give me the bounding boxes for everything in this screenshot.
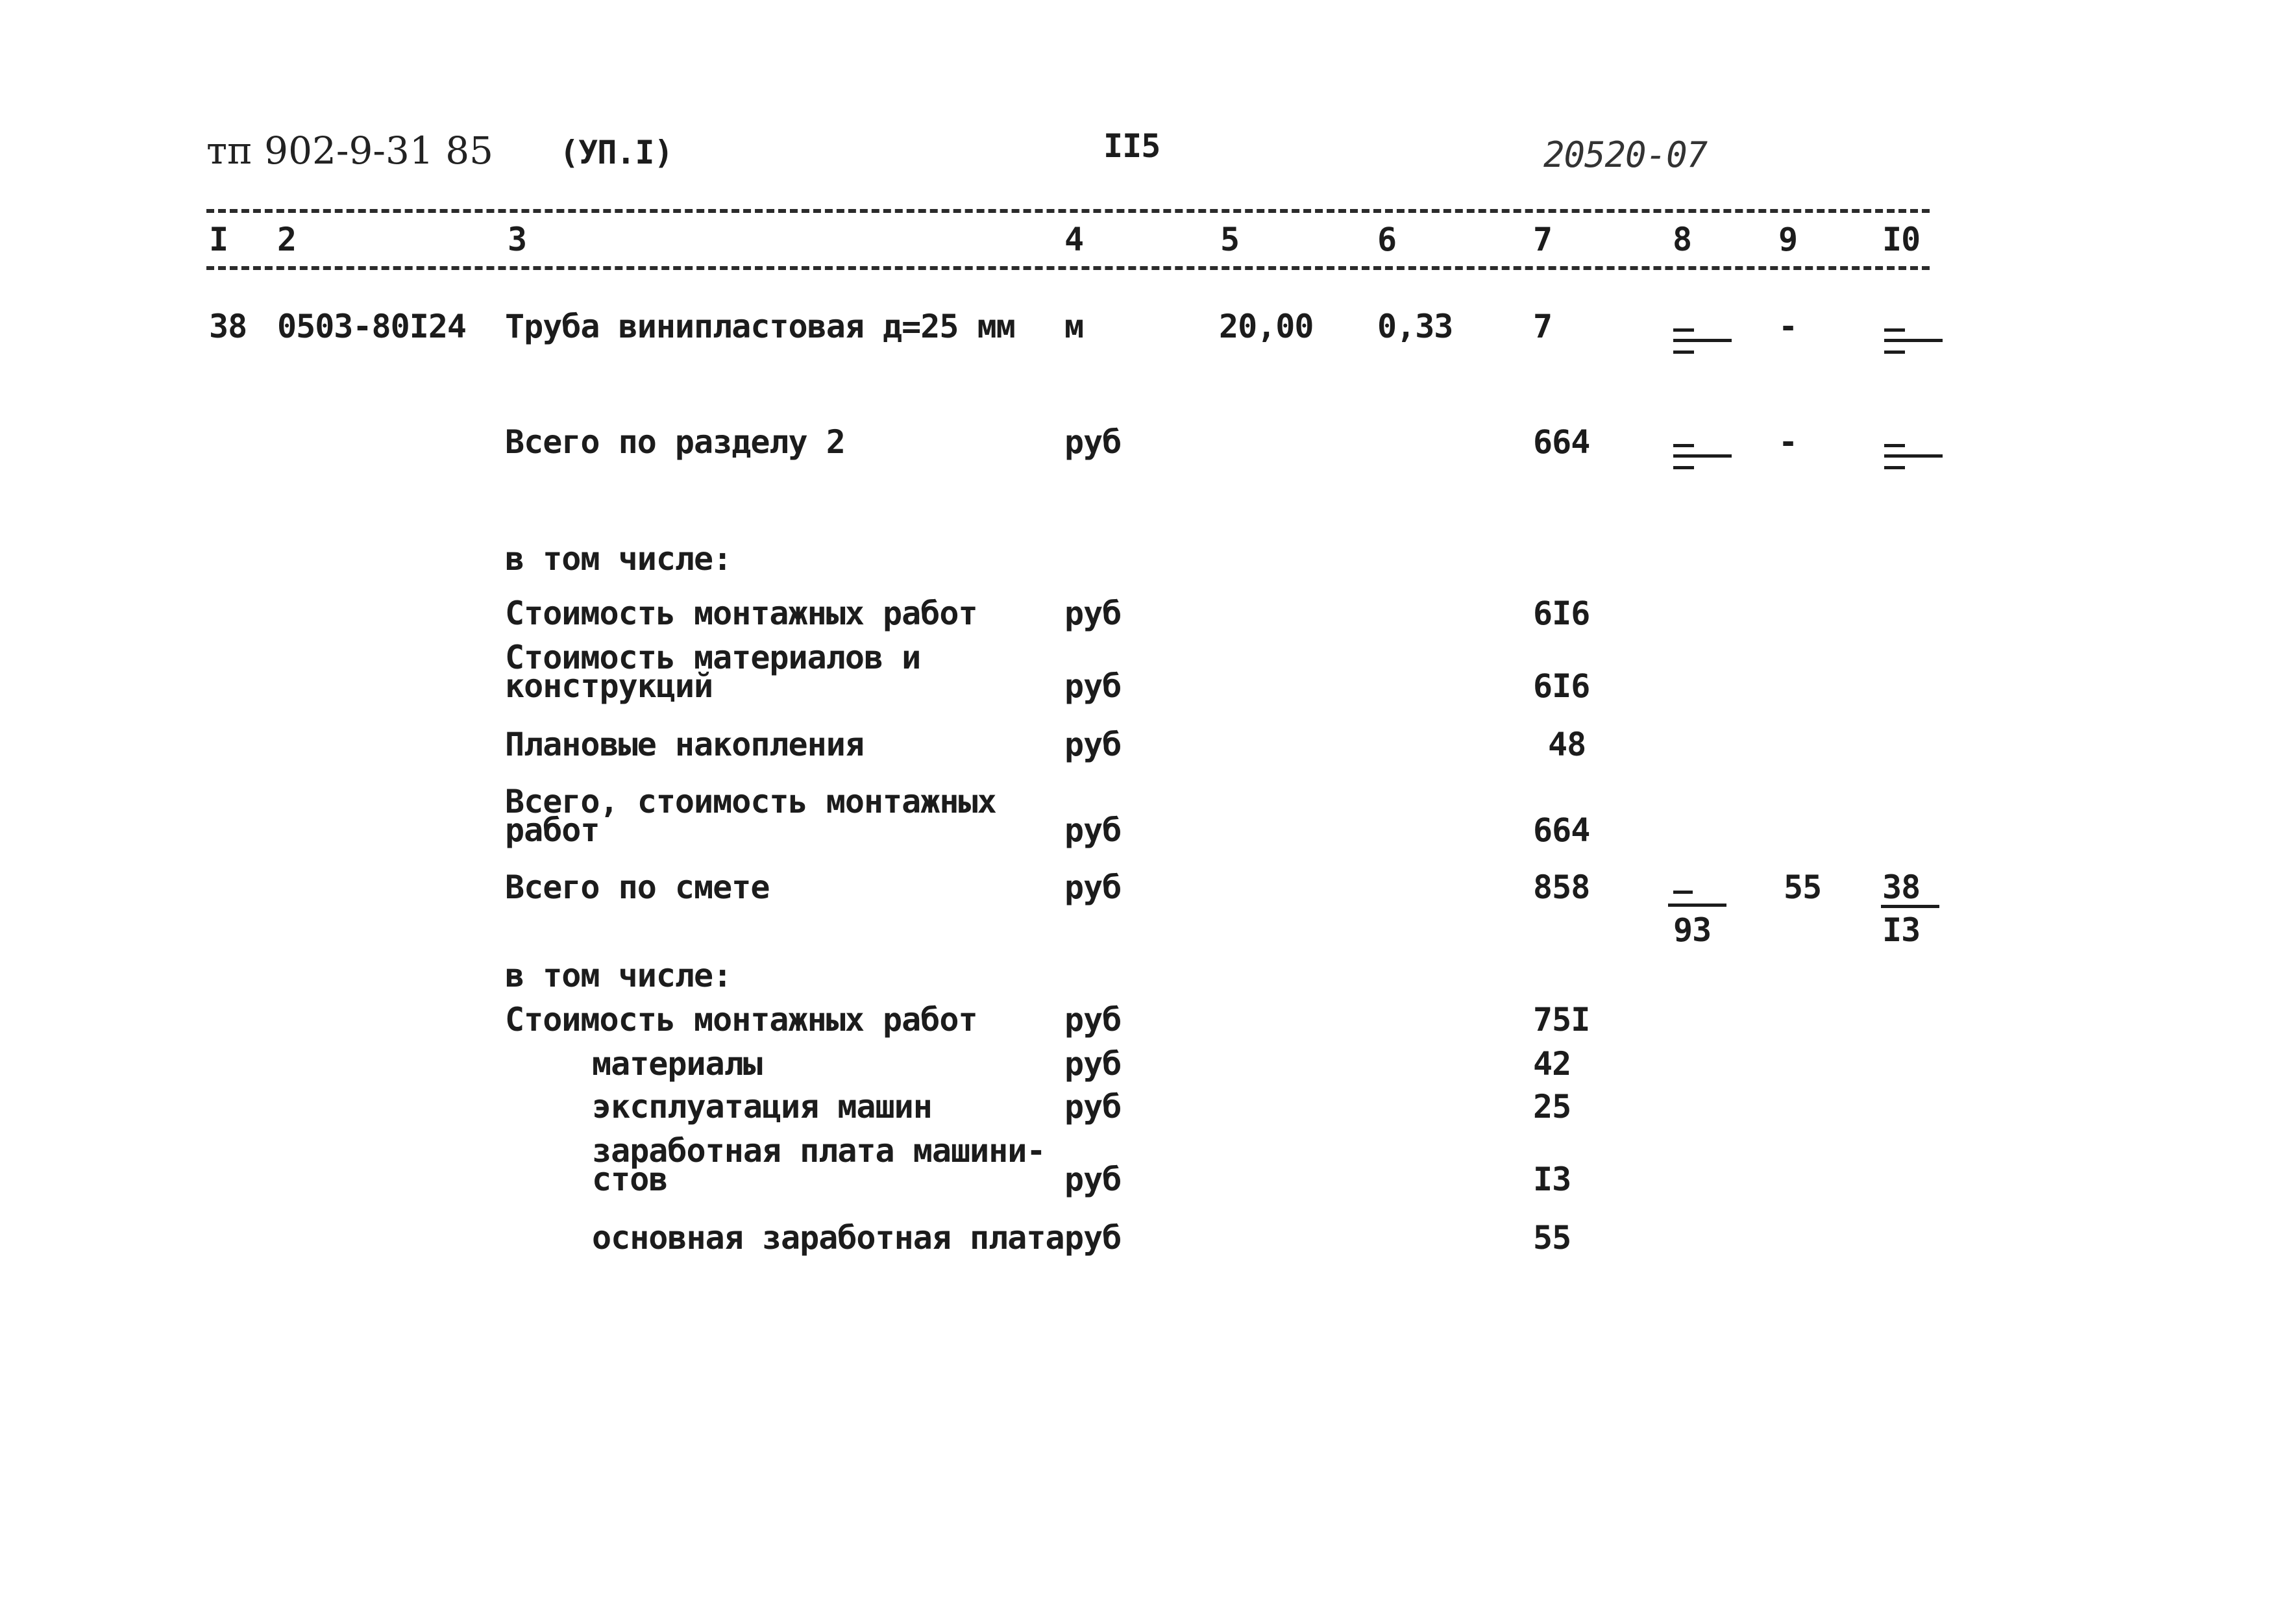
breakdown1-item-2-unit: руб bbox=[1064, 667, 1122, 705]
breakdown2-item-4-value: 55 bbox=[1533, 1219, 1571, 1257]
breakdown2-item-3-value: I3 bbox=[1533, 1161, 1571, 1198]
section-total-value: 664 bbox=[1533, 423, 1590, 461]
breakdown1-item-1-label: Стоимость монтажных работ bbox=[505, 595, 977, 632]
row-col9: - bbox=[1778, 308, 1798, 345]
row-unit: м bbox=[1064, 308, 1084, 345]
header-bottom-dashed-line bbox=[206, 266, 1930, 270]
breakdown1-item-2-value: 6I6 bbox=[1533, 667, 1590, 705]
row-name: Труба винипластовая д=25 мм bbox=[505, 308, 1015, 345]
breakdown1-item-3-unit: руб bbox=[1064, 726, 1122, 763]
page-number: II5 bbox=[1103, 127, 1160, 165]
breakdown2-item-1-unit: руб bbox=[1064, 1045, 1122, 1083]
estimate-total-col10-top: 38 bbox=[1882, 868, 1921, 906]
breakdown2-item-1-value: 42 bbox=[1533, 1045, 1571, 1083]
breakdown1-item-4-unit: руб bbox=[1064, 811, 1122, 849]
row-code: 0503-80I24 bbox=[277, 308, 467, 345]
col-number-1: I bbox=[209, 221, 228, 258]
col-number-9: 9 bbox=[1778, 221, 1798, 258]
breakdown2-main-value: 75I bbox=[1533, 1001, 1590, 1039]
col-number-8: 8 bbox=[1673, 221, 1692, 258]
estimate-total-col8-bottom: 93 bbox=[1673, 911, 1712, 949]
col-number-7: 7 bbox=[1533, 221, 1553, 258]
col-number-4: 4 bbox=[1064, 221, 1084, 258]
col-number-6: 6 bbox=[1377, 221, 1397, 258]
breakdown1-item-3-value: 48 bbox=[1548, 726, 1586, 763]
breakdown2-item-2-value: 25 bbox=[1533, 1088, 1571, 1126]
col-number-3: 3 bbox=[508, 221, 527, 258]
row-number: 38 bbox=[209, 308, 247, 345]
estimate-total-label: Всего по смете bbox=[505, 868, 770, 906]
breakdown2-item-4-label: основная заработная плата bbox=[592, 1219, 1064, 1257]
album-reference: (УП.I) bbox=[559, 134, 673, 171]
section-total-col9: - bbox=[1778, 423, 1798, 461]
section-total-label: Всего по разделу 2 bbox=[505, 423, 845, 461]
including-label-1: в том числе: bbox=[505, 540, 732, 578]
col-number-10: I0 bbox=[1882, 221, 1921, 258]
breakdown1-item-1-value: 6I6 bbox=[1533, 595, 1590, 632]
breakdown2-item-1-label: материалы bbox=[592, 1045, 762, 1083]
breakdown1-item-4-value: 664 bbox=[1533, 811, 1590, 849]
estimate-total-col10-fraction-line bbox=[1881, 905, 1939, 908]
breakdown1-item-4-label-cont: работ bbox=[505, 811, 600, 849]
document-code: 20520-07 bbox=[1543, 134, 1708, 175]
breakdown2-main-unit: руб bbox=[1064, 1001, 1122, 1039]
breakdown2-item-2-unit: руб bbox=[1064, 1088, 1122, 1126]
row-total: 7 bbox=[1533, 308, 1553, 345]
breakdown1-item-2-label: Стоимость материалов и bbox=[505, 639, 921, 676]
breakdown2-item-3-unit: руб bbox=[1064, 1161, 1122, 1198]
breakdown1-item-2-label-cont: конструкций bbox=[505, 667, 713, 705]
estimate-total-value: 858 bbox=[1533, 868, 1590, 906]
breakdown1-item-1-unit: руб bbox=[1064, 595, 1122, 632]
breakdown2-main-label: Стоимость монтажных работ bbox=[505, 1001, 977, 1039]
including-label-2: в том числе: bbox=[505, 957, 732, 994]
breakdown2-item-4-unit: руб bbox=[1064, 1219, 1122, 1257]
breakdown2-item-2-label: эксплуатация машин bbox=[592, 1088, 932, 1126]
col-number-5: 5 bbox=[1220, 221, 1240, 258]
breakdown2-item-3-label: заработная плата машини- bbox=[592, 1132, 1046, 1170]
estimate-total-unit: руб bbox=[1064, 868, 1122, 906]
breakdown2-item-3-label-cont: стов bbox=[592, 1161, 668, 1198]
row-unit-price: 0,33 bbox=[1377, 308, 1453, 345]
estimate-total-col10-bottom: I3 bbox=[1882, 911, 1921, 949]
breakdown1-item-3-label: Плановые накопления bbox=[505, 726, 864, 763]
estimate-total-col9: 55 bbox=[1784, 868, 1822, 906]
breakdown1-item-4-label: Всего, стоимость монтажных bbox=[505, 783, 996, 820]
col-number-2: 2 bbox=[277, 221, 297, 258]
section-total-unit: руб bbox=[1064, 423, 1122, 461]
row-quantity: 20,00 bbox=[1219, 308, 1314, 345]
header-top-dashed-line bbox=[206, 209, 1930, 213]
document-designation: тп 902-9-31 85 bbox=[206, 129, 494, 173]
